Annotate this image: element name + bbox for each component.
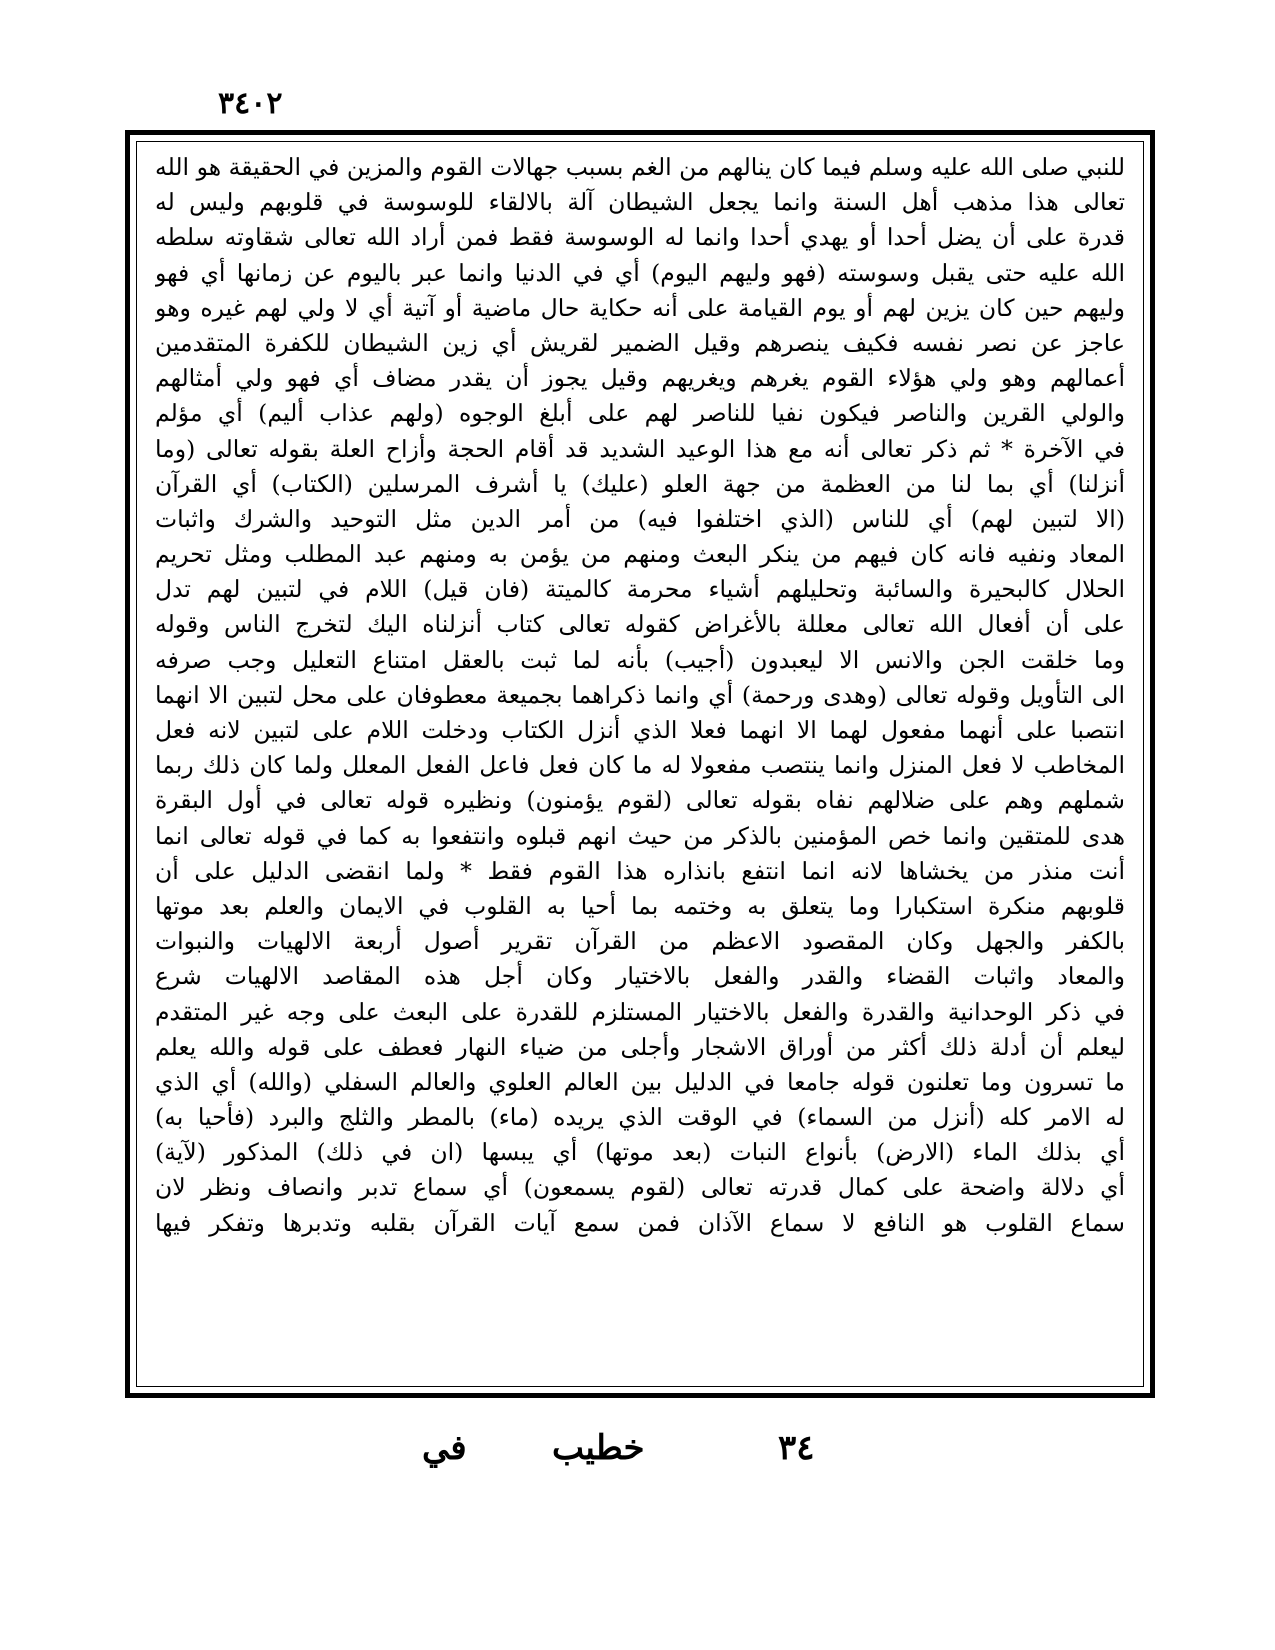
text-line: أنت منذر من يخشاها لانه انما انتفع بانذاره هذا القوم فقط * ولما انقضى الدليل على أن bbox=[155, 856, 1125, 885]
text-line: الحلال كالبحيرة والسائبة وتحليلهم أشياء محرمة كالميتة (فان قيل) اللام في لتبين لهم تدل bbox=[155, 575, 1125, 604]
text-line: وما خلقت الجن والانس الا ليعبدون (أجيب) بأنه لما ثبت بالعقل امتناع التعليل وجب صرفه bbox=[155, 645, 1125, 674]
text-line: في الآخرة * ثم ذكر تعالى أنه مع هذا الوعيد الشديد قد أقام الحجة وأزاح العلة بقوله تعالى (وما bbox=[155, 434, 1125, 463]
text-line: أنزلنا) أي بما لنا من العظمة من جهة العلو (عليك) يا أشرف المرسلين (الكتاب) أي القرآن bbox=[155, 469, 1125, 498]
text-line: عاجز عن نصر نفسه فكيف ينصرهم وقيل الضمير لقريش أي زين الشيطان للكفرة المتقدمين bbox=[155, 328, 1125, 357]
text-line: بالكفر والجهل وكان المقصود الاعظم من القرآن تقرير أصول أربعة الالهيات والنبوات bbox=[155, 927, 1125, 956]
text-line: قدرة على أن يضل أحدا أو يهدي أحدا وانما له الوسوسة فقط فمن أراد الله تعالى شقاوته سلطه bbox=[155, 223, 1125, 252]
text-line: المعاد ونفيه فانه كان فيهم من ينكر البعث ومنهم من يؤمن به ومنهم عبد المطلب ومثل تحريم bbox=[155, 540, 1125, 569]
text-line: سماع القلوب هو النافع لا سماع الآذان فمن سمع آيات القرآن بقلبه وتدبرها وتفكر فيها bbox=[155, 1208, 1125, 1237]
page-number: ٣٤٠٢ bbox=[218, 86, 283, 121]
text-line: أي دلالة واضحة على كمال قدرته تعالى (لقوم يسمعون) أي سماع تدبر وانصاف ونظر لان bbox=[155, 1173, 1125, 1202]
text-line: (الا لتبين لهم) أي للناس (الذي اختلفوا فيه) من أمر الدين مثل التوحيد والشرك واثبات bbox=[155, 504, 1125, 533]
text-line: على أن أفعال الله تعالى معللة بالأغراض كقوله تعالى كتاب أنزلناه اليك لتخرج الناس وقوله bbox=[155, 610, 1125, 639]
signature-word: خطيب bbox=[552, 1428, 645, 1468]
page-footer bbox=[0, 1428, 1275, 1478]
text-line: تعالى هذا مذهب أهل السنة وانما يجعل الشيطان آلة بالالقاء للوسوسة في قلوبهم وليس له bbox=[155, 188, 1125, 217]
text-line: والمعاد واثبات القضاء والقدر والفعل بالاختيار وكان أجل هذه المقاصد الالهيات شرع bbox=[155, 962, 1125, 991]
text-line: انتصبا على أنهما مفعول لهما الا انهما فعلا الذي أنزل الكتاب ودخلت اللام على لتبين لانه فعل bbox=[155, 716, 1125, 744]
text-line: ليعلم أن أدلة ذلك أكثر من أوراق الاشجار وأجلى من ضياء النهار فعطف على قوله والله يعلم bbox=[155, 1032, 1125, 1061]
text-line: ما تسرون وما تعلنون قوله جامعا في الدليل بين العالم العلوي والعالم السفلي (والله) أي الذي bbox=[155, 1067, 1125, 1096]
text-line: هدى للمتقين وانما خص المؤمنين بالذكر من حيث انهم قبلوه وانتفعوا به كما في قوله تعالى انما bbox=[155, 821, 1125, 850]
text-line: للنبي صلى الله عليه وسلم فيما كان ينالهم من الغم بسبب جهالات القوم والمزين في الحقيقة هو الله bbox=[155, 153, 1125, 181]
text-line: الى التأويل وقوله تعالى (وهدى ورحمة) أي وانما ذكراهما بجميعة معطوفان على محل لتبين الا انهما bbox=[155, 680, 1125, 709]
signature-part: في bbox=[422, 1428, 467, 1468]
text-line: له الامر كله (أنزل من السماء) في الوقت الذي يريده (ماء) بالمطر والثلج والبرد (فأحيا به) bbox=[155, 1103, 1125, 1132]
text-line: قلوبهم منكرة استكبارا وما يتعلق به وختمه بما أحيا به القلوب في الايمان والعلم بعد موتها bbox=[155, 891, 1125, 920]
text-line: أعمالهم وهو ولي هؤلاء القوم يغرهم ويغريهم وقيل يجوز أن يقدر مضاف أي فهو ولي أمثالهم bbox=[155, 364, 1125, 393]
signature-number: ٣٤ bbox=[778, 1428, 815, 1468]
text-line: الله عليه حتى يقبل وسوسته (فهو وليهم اليوم) أي في الدنيا وانما عبر باليوم عن زمانها أي فهو bbox=[155, 258, 1125, 287]
text-line: في ذكر الوحدانية والقدرة والفعل بالاختيار المستلزم للقدرة على البعث على وجه غير المتقدم bbox=[155, 997, 1125, 1026]
text-line: وليهم حين كان يزين لهم أو يوم القيامة على أنه حكاية حال ماضية أو آتية أي لا ولي لهم غيره وهو bbox=[155, 293, 1125, 322]
text-line: شملهم وهم على ضلالهم نفاه بقوله تعالى (لقوم يؤمنون) ونظيره قوله تعالى في أول البقرة bbox=[155, 786, 1125, 815]
text-line: أي بذلك الماء (الارض) بأنواع النبات (بعد موتها) أي يبسها (ان في ذلك) المذكور (لآية) bbox=[155, 1138, 1125, 1167]
text-line: والولي القرين والناصر فيكون نفيا للناصر لهم على أبلغ الوجوه (ولهم عذاب أليم) أي مؤلم bbox=[155, 399, 1125, 428]
text-line: المخاطب لا فعل المنزل وانما ينتصب مفعولا له ما كان فعل فاعل الفعل المعلل ولما كان ذلك ربما bbox=[155, 751, 1125, 780]
body-text bbox=[155, 150, 1125, 1395]
